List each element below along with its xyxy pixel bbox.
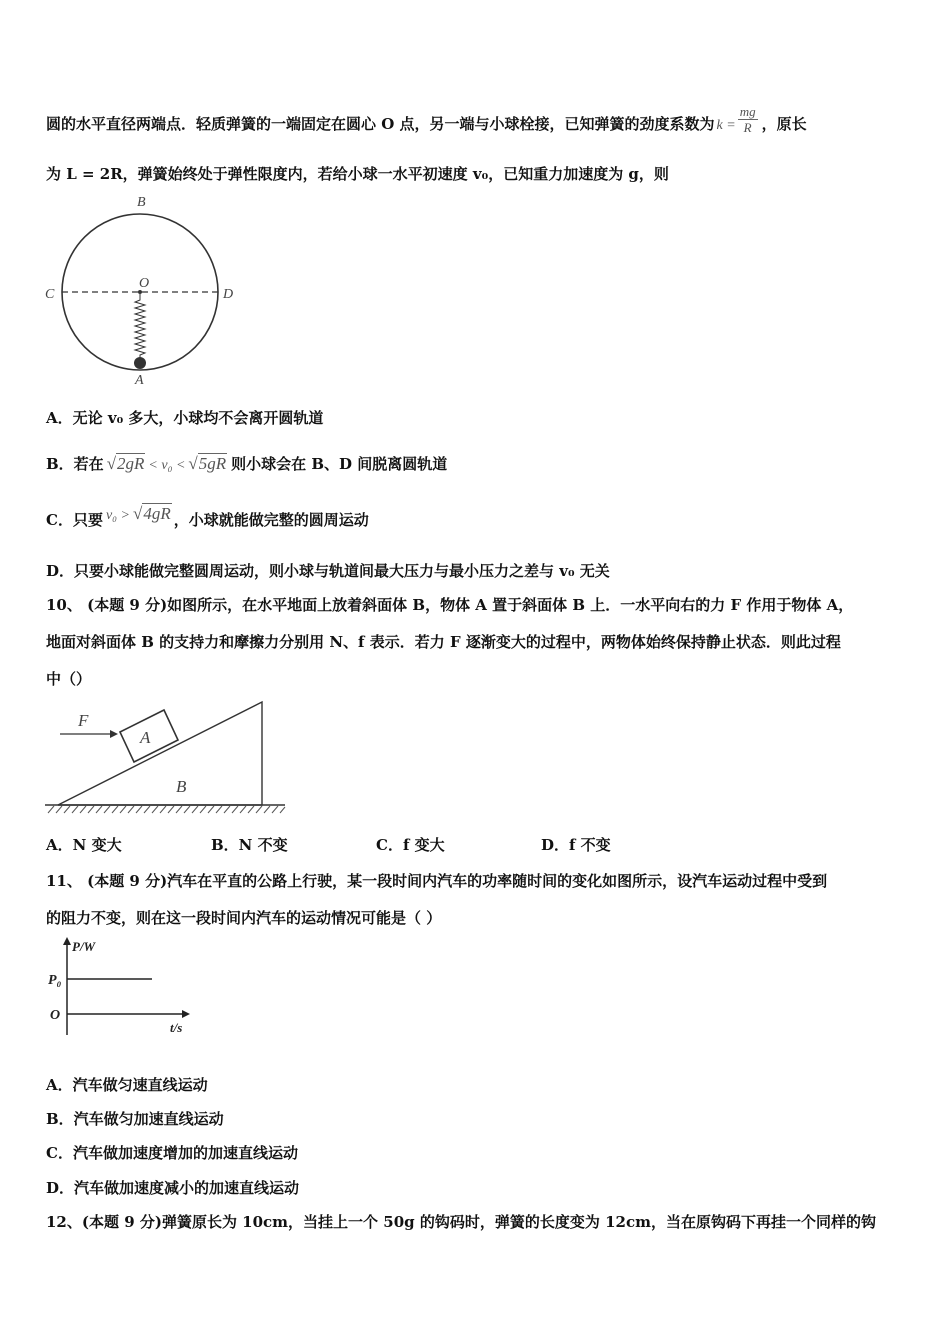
radicand-5gr: 5gR bbox=[198, 454, 227, 473]
k-numerator: mg bbox=[739, 103, 756, 119]
label-d: D bbox=[223, 287, 234, 302]
q11-option-c: C．汽车做加速度增加的加速直线运动 bbox=[46, 1144, 298, 1162]
q9-option-c-suffix: ，小球就能做完整的圆周运动 bbox=[173, 511, 369, 529]
power-time-graph bbox=[40, 935, 200, 1035]
label-f: F bbox=[78, 711, 89, 730]
q12-line-1: 12、(本题 9 分)弹簧原长为 10cm，当挂上一个 50g 的钩码时，弹簧的长度变为 12cm，当在原钩码下再挂一个同样的钩 bbox=[46, 1213, 876, 1231]
q9-line-2: 为 L = 2R，弹簧始终处于弹性限度内，若给小球一水平初速度 v₀，已知重力加速度为 g，则 bbox=[46, 165, 669, 183]
y-axis-label: P/W bbox=[72, 939, 96, 954]
q10-option-d: D．f 不变 bbox=[541, 836, 611, 854]
incline-figure bbox=[40, 695, 290, 820]
label-c: C bbox=[45, 287, 55, 302]
k-lhs: k = bbox=[716, 118, 736, 133]
q9-option-b-suffix: 则小球会在 B、D 间脱离圆轨道 bbox=[231, 455, 448, 473]
q10-line-3: 中（） bbox=[46, 670, 92, 688]
v0-greater: v₀ > bbox=[105, 508, 130, 523]
q11-option-b: B．汽车做匀加速直线运动 bbox=[46, 1110, 224, 1128]
q10-option-c: C．f 变大 bbox=[376, 836, 445, 854]
q9-line-1-suffix: ，原长 bbox=[761, 115, 807, 133]
origin-label: O bbox=[50, 1008, 61, 1023]
label-b: B bbox=[137, 195, 146, 210]
q11-line-2: 的阻力不变，则在这一段时间内汽车的运动情况可能是（ ） bbox=[46, 909, 442, 927]
q10-line-2: 地面对斜面体 B 的支持力和摩擦力分别用 N、f 表示．若力 F 逐渐变大的过程中，两物体始终保持静止状态．则此过程 bbox=[46, 633, 841, 651]
spring-coil bbox=[135, 294, 145, 358]
y-axis-arrowhead bbox=[63, 937, 71, 945]
label-a: A bbox=[135, 373, 144, 388]
radicand-2gr: 2gR bbox=[117, 454, 145, 473]
ball bbox=[134, 357, 146, 369]
ground-hatching bbox=[48, 806, 285, 813]
v0-inequality: < v₀ < bbox=[148, 458, 186, 473]
label-block-a: A bbox=[140, 728, 151, 747]
q9-option-c-prefix: C．只要 bbox=[46, 511, 103, 529]
q10-line-1: 10、 (本题 9 分)如图所示，在水平地面上放着斜面体 B，物体 A 置于斜面体 B 上．一水平向右的力 F 作用于物体 A， bbox=[46, 596, 854, 614]
q9-option-c bbox=[46, 504, 369, 530]
q11-option-a: A．汽车做匀速直线运动 bbox=[46, 1076, 208, 1094]
p0-label: P₀ bbox=[48, 973, 62, 988]
x-axis-arrowhead bbox=[182, 1010, 190, 1018]
q9-option-b bbox=[46, 453, 447, 474]
sqrt-2gr: √2gR bbox=[106, 454, 145, 473]
q10-option-b: B．N 不变 bbox=[211, 836, 288, 854]
q11-option-d: D．汽车做加速度减小的加速直线运动 bbox=[46, 1179, 300, 1197]
q9-line-1 bbox=[46, 103, 807, 135]
k-fraction bbox=[738, 104, 758, 135]
x-axis-label: t/s bbox=[170, 1020, 183, 1035]
q9-option-d: D．只要小球能做完整圆周运动，则小球与轨道间最大压力与最小压力之差与 v₀ 无关 bbox=[46, 562, 610, 580]
q9-option-a: A．无论 v₀ 多大，小球均不会离开圆轨道 bbox=[46, 409, 324, 427]
sqrt-4gr: √4gR bbox=[132, 504, 171, 523]
label-incline-b: B bbox=[176, 777, 187, 796]
k-denominator: R bbox=[743, 119, 752, 135]
sqrt-5gr: √5gR bbox=[188, 454, 227, 473]
circle-spring-figure bbox=[40, 190, 250, 390]
radicand-4gr: 4gR bbox=[143, 504, 171, 523]
q9-line-1-prefix: 圆的水平直径两端点．轻质弹簧的一端固定在圆心 O 点，另一端与小球栓接，已知弹簧的劲度系数为 bbox=[46, 115, 715, 133]
q9-option-b-prefix: B．若在 bbox=[46, 455, 104, 473]
q10-option-a: A．N 变大 bbox=[46, 836, 122, 854]
force-f-arrowhead bbox=[110, 730, 118, 738]
label-o: O bbox=[139, 276, 150, 291]
q11-line-1: 11、 (本题 9 分)汽车在平直的公路上行驶，某一段时间内汽车的功率随时间的变化如图所示，设汽车运动过程中受到 bbox=[46, 872, 828, 890]
